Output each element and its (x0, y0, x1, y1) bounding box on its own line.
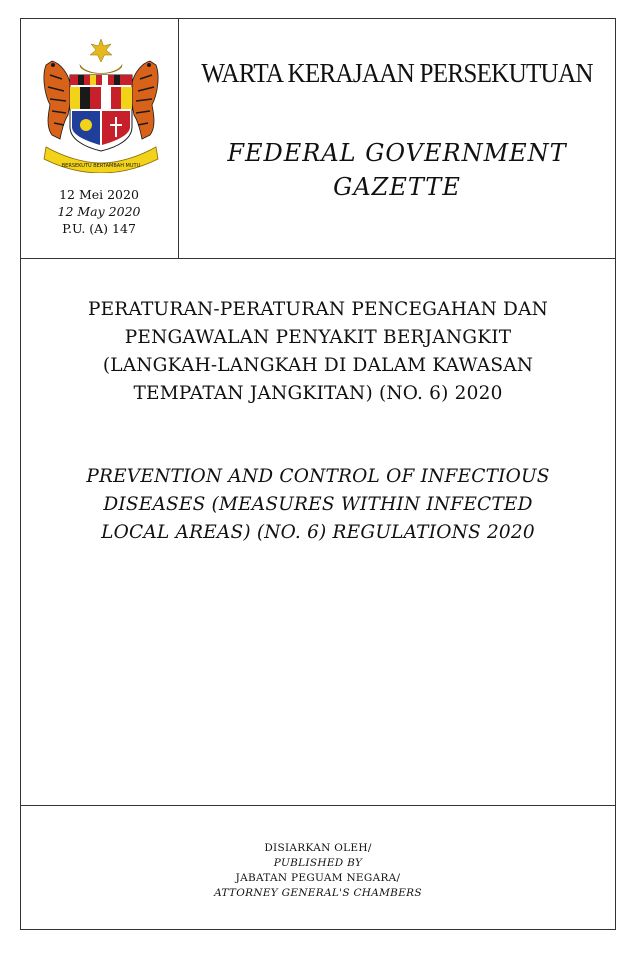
header-divider (20, 258, 616, 259)
title-english-line: LOCAL AREAS) (NO. 6) REGULATIONS 2020 (101, 522, 535, 543)
shield-icon (70, 75, 132, 151)
title-malay-line: PERATURAN-PERATURAN PENCEGAHAN DAN (87, 299, 549, 320)
publisher-line-english: PUBLISHED BY (273, 857, 363, 869)
title-malay-line: TEMPATAN JANGKITAN) (NO. 6) 2020 (133, 383, 503, 404)
gazette-title-english-line1: FEDERAL GOVERNMENT (227, 139, 567, 167)
motto-text: BERSEKUTU BERTAMBAH MUTU (61, 163, 141, 169)
publisher-line-malay: DISIARKAN OLEH/ (264, 842, 372, 854)
gazette-title-english (178, 136, 616, 204)
title-malay-line: PENGAWALAN PENYAKIT BERJANGKIT (124, 327, 512, 348)
title-english-line: PREVENTION AND CONTROL OF INFECTIOUS (86, 466, 550, 487)
pu-number: P.U. (A) 147 (62, 221, 136, 236)
right-tiger-icon (131, 61, 158, 139)
date-malay: 12 Mei 2020 (59, 187, 139, 202)
title-english-line: DISEASES (MEASURES WITHIN INFECTED (103, 494, 533, 515)
coat-of-arms-icon (40, 35, 162, 173)
regulation-title-english (40, 463, 596, 547)
gazette-title-english-line2: GAZETTE (333, 173, 461, 201)
date-english: 12 May 2020 (57, 204, 141, 219)
publisher-block (20, 841, 616, 901)
gazette-date-block (20, 186, 178, 237)
publisher-name-english: ATTORNEY GENERAL'S CHAMBERS (214, 887, 422, 899)
regulation-title-malay (40, 296, 596, 408)
gazette-title-malay: WARTA KERAJAAN PERSEKUTUAN (201, 58, 593, 88)
left-tiger-icon (44, 61, 71, 139)
footer-divider (20, 805, 616, 806)
title-malay-line: (LANGKAH-LANGKAH DI DALAM KAWASAN (102, 355, 534, 376)
publisher-name-malay: JABATAN PEGUAM NEGARA/ (235, 872, 401, 884)
star-icon (90, 39, 112, 62)
